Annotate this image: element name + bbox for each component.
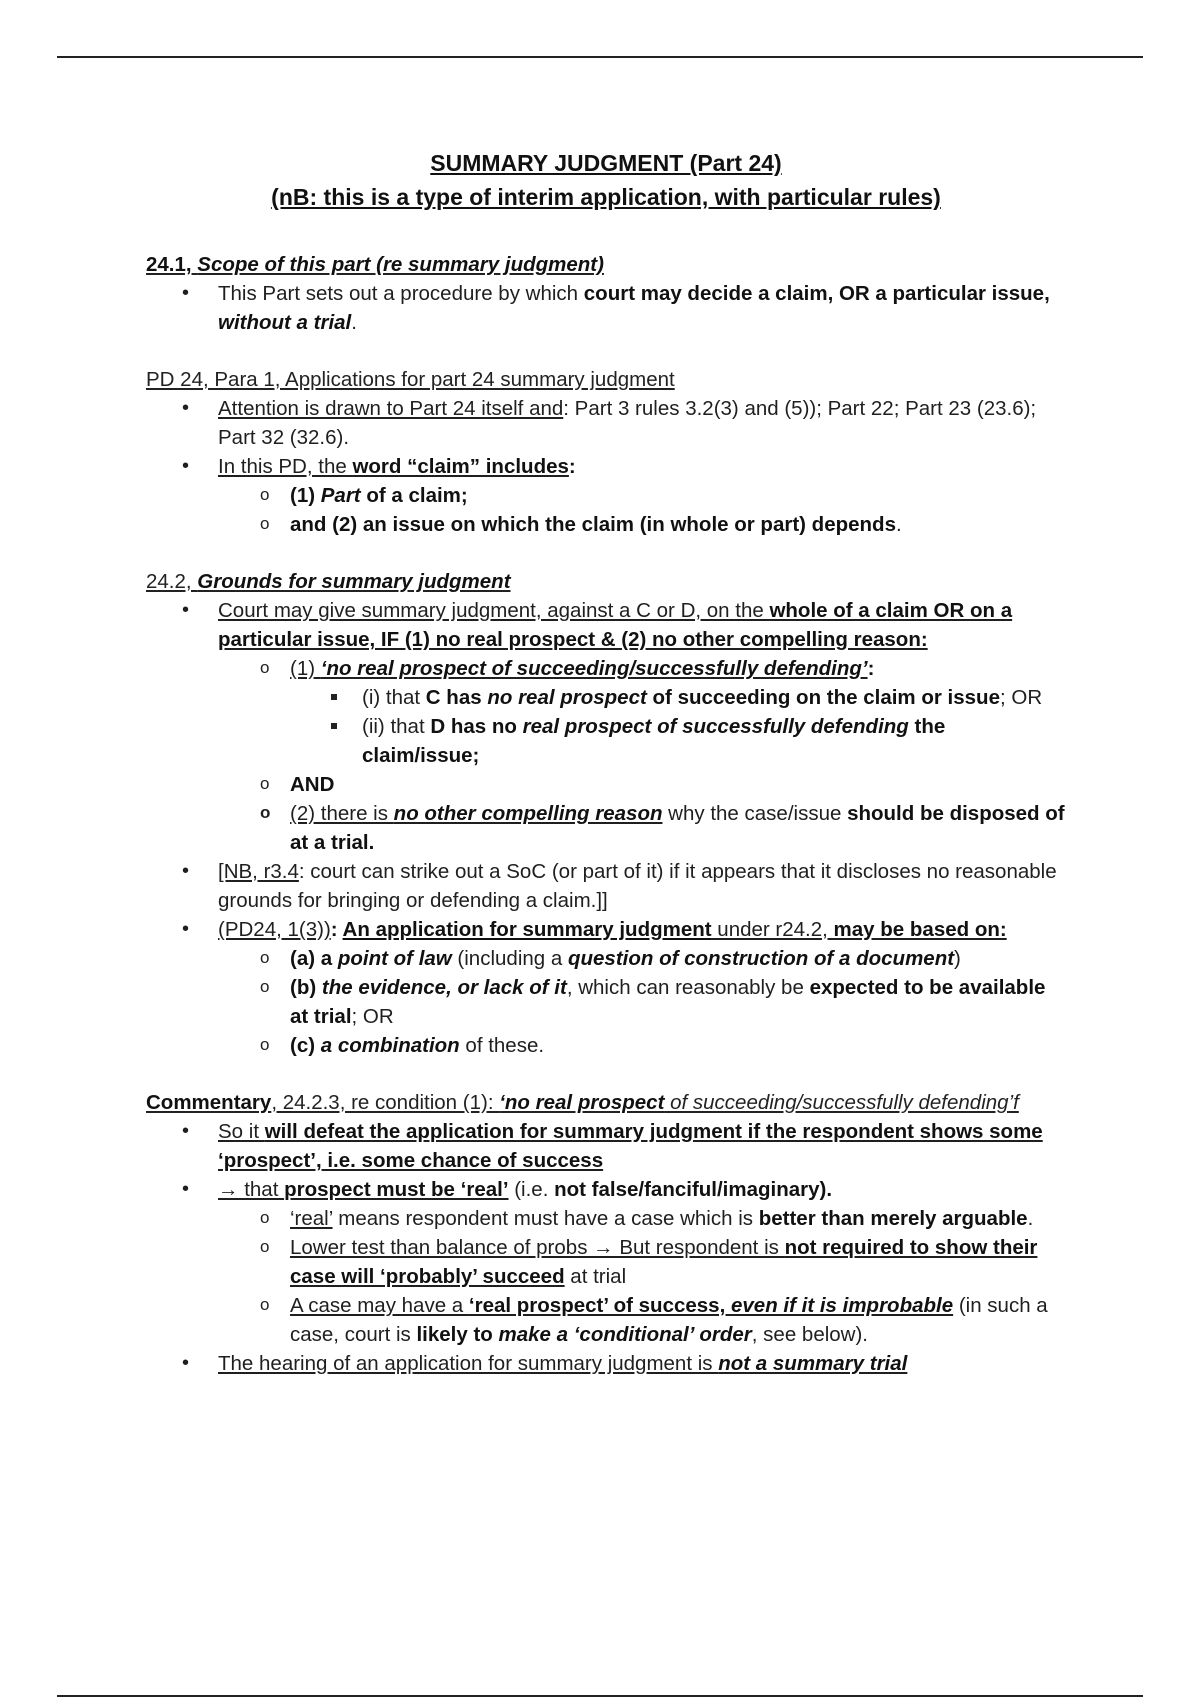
section-pd24-para1: [146, 365, 1066, 539]
header-rule: [57, 56, 1143, 58]
list-item: • [NB, r3.4: court can strike out a SoC (or part of it) if it appears that it discloses no reasonable grounds for bringing or defending a claim.]]: [146, 857, 1066, 915]
list-item: o A case may have a ‘real prospect’ of success, even if it is improbable (in such a case, court is likely to make a ‘conditional’ order, see below).: [218, 1291, 1066, 1349]
list-item: • So it will defeat the application for summary judgment if the respondent shows some ‘prospect’, i.e. some chance of success: [146, 1117, 1066, 1175]
list-item: o ‘real’ means respondent must have a case which is better than merely arguable.: [218, 1204, 1066, 1233]
list-item: o (2) there is no other compelling reason why the case/issue should be disposed of at a trial.: [218, 799, 1066, 857]
list-item: • In this PD, the word “claim” includes: o (1) Part of a claim; o and (2) an issue on which the claim (in whole or part) depends.: [146, 452, 1066, 539]
list-item: • (PD24, 1(3)): An application for summary judgment under r24.2, may be based on: o (a) a point of law (including a question of construction of a document) o (b) the evidence, or lack of it, which can reasonably be expected to be available at trial; OR o (c) a combination of these.: [146, 915, 1066, 1060]
list-item: • This Part sets out a procedure by which court may decide a claim, OR a particular issue, without a trial.: [146, 279, 1066, 337]
list-item: (i) that C has no real prospect of succeeding on the claim or issue; OR: [290, 683, 1066, 712]
section-heading: PD 24, Para 1, Applications for part 24 summary judgment: [146, 368, 675, 391]
title-line-2: (nB: this is a type of interim application, with particular rules): [271, 184, 941, 210]
list-item: o (1) Part of a claim;: [218, 481, 1066, 510]
list-item: • Attention is drawn to Part 24 itself and: Part 3 rules 3.2(3) and (5)); Part 22; Part 23 (23.6); Part 32 (32.6).: [146, 394, 1066, 452]
document-page: [146, 146, 1066, 1378]
section-24-2: [146, 567, 1066, 1060]
list-item: o (a) a point of law (including a question of construction of a document): [218, 944, 1066, 973]
list-item: o and (2) an issue on which the claim (in whole or part) depends.: [218, 510, 1066, 539]
list-item: o AND: [218, 770, 1066, 799]
section-heading: 24.1, Scope of this part (re summary judgment): [146, 253, 604, 276]
section-heading: 24.2, Grounds for summary judgment: [146, 570, 511, 593]
list-item: o Lower test than balance of probs → But respondent is not required to show their case will ‘probably’ succeed at trial: [218, 1233, 1066, 1291]
list-item: o (1) ‘no real prospect of succeeding/successfully defending’: (i) that C has no real prospect of succeeding on the claim or issue; OR (ii) that D has no real prospect of successfully defending the claim/issue;: [218, 654, 1066, 770]
section-commentary: [146, 1088, 1066, 1378]
title-line-1: SUMMARY JUDGMENT (Part 24): [430, 150, 782, 176]
list-item: (ii) that D has no real prospect of successfully defending the claim/issue;: [290, 712, 1066, 770]
section-heading: Commentary, 24.2.3, re condition (1): ‘no real prospect of succeeding/successfully defending’f: [146, 1091, 1019, 1114]
footer-rule: [57, 1695, 1143, 1697]
list-item: • Court may give summary judgment, against a C or D, on the whole of a claim OR on a particular issue, IF (1) no real prospect & (2) no other compelling reason: o (1) ‘no real prospect of succeeding/successfully defending’: (i) that C has no real prospect of succeeding on the claim or issue; OR (ii) that D has no real prospect of successfully defending the claim/issue; o AND o (2) there is no other compelling reason why the case/issue should be disposed of at a trial.: [146, 596, 1066, 857]
section-24-1: [146, 250, 1066, 337]
document-title: [146, 146, 1066, 214]
list-item: o (c) a combination of these.: [218, 1031, 1066, 1060]
list-item: o (b) the evidence, or lack of it, which can reasonably be expected to be available at trial; OR: [218, 973, 1066, 1031]
list-item: • → that prospect must be ‘real’ (i.e. not false/fanciful/imaginary). o ‘real’ means respondent must have a case which is better than merely arguable. o Lower test than balance of probs → But respondent is not required to show their case will ‘probably’ succeed at trial o A case may have a ‘real prospect’ of success, even if it is improbable (in such a case, court is likely to make a ‘conditional’ order, see below).: [146, 1175, 1066, 1349]
list-item: • The hearing of an application for summary judgment is not a summary trial: [146, 1349, 1066, 1378]
